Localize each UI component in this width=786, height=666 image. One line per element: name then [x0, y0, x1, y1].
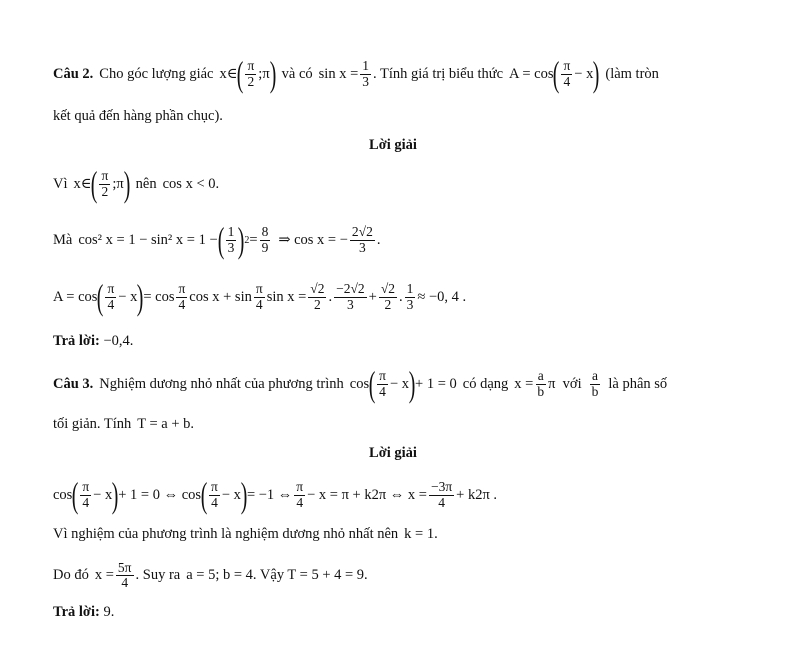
s3-equiv-2: = −1 ⇔	[246, 486, 293, 503]
q2-x: x	[219, 65, 227, 82]
frac-a-b: $\frac{a}{b}$	[537, 368, 545, 399]
s2-line-2	[53, 222, 380, 258]
approx-result: ≈ −0, 4 .	[417, 288, 467, 305]
right-paren: )	[111, 475, 119, 515]
left-paren: (	[91, 164, 98, 204]
s2-answer	[53, 333, 133, 350]
k-eq: k = 1	[404, 526, 435, 542]
q2-intro: Cho góc lượng giác	[99, 65, 214, 82]
answer-label: Trả lời:	[53, 333, 100, 349]
left-paren: (	[97, 277, 104, 317]
frac-neg2sqrt2-3: $\frac{-2√2}{3}$	[336, 281, 365, 312]
q3-line-2	[53, 416, 194, 433]
q3-label: Câu 3.	[53, 375, 94, 392]
right-paren: )	[240, 475, 248, 515]
frac-pi-4: $\frac{\pi}{4}$	[379, 368, 386, 399]
sinx-eq: sin x =	[266, 288, 307, 305]
period: .	[376, 231, 381, 248]
period: .	[434, 526, 438, 542]
frac-1-3: $\frac{1}{3}$	[227, 224, 235, 255]
x-eq: x =	[514, 375, 534, 392]
q3-line-1	[53, 366, 667, 402]
s2-cos-neg: cos x < 0	[162, 175, 216, 192]
right-paren: )	[269, 54, 276, 94]
left-paren: (	[72, 475, 79, 515]
T-result: . Vậy T = 5 + 4 = 9.	[252, 567, 368, 584]
pi: π	[262, 65, 270, 82]
frac-pi-4: $\frac{\pi}{4}$	[255, 281, 263, 312]
s3-do-do: Do đó	[53, 567, 89, 584]
s3-line-3	[53, 561, 368, 590]
frac-neg3pi-4: $\frac{-3\pi}{4}$	[430, 479, 453, 510]
frac-pi-4: $\frac{\pi}{4}$	[296, 479, 304, 510]
T-expr: T = a + b	[137, 416, 191, 432]
eq-cos: = cos	[143, 288, 175, 305]
minus-x: − x	[574, 65, 594, 82]
frac-sqrt2-2: $\frac{√2}{2}$	[380, 281, 395, 312]
solution-heading-2: Lời giải	[369, 445, 417, 461]
s3-line-1	[53, 477, 497, 513]
frac-pi-2: $\frac{\pi}{2}$	[247, 58, 255, 89]
x: x	[73, 175, 81, 192]
q3-frac-note: là phân số	[608, 375, 668, 392]
minus-x: − x	[118, 288, 138, 305]
period: .	[190, 416, 195, 432]
q3-form: có dạng	[462, 375, 509, 392]
q2-label: Câu 2.	[53, 65, 94, 82]
semicolon: ;	[258, 65, 263, 82]
solution-heading-1: Lời giải	[369, 137, 417, 153]
left-paren: (	[553, 54, 560, 94]
s3-reason: Vì nghiệm của phương trình là nghiệm dương nhỏ nhất nên	[53, 526, 399, 542]
frac-sqrt2-2: $\frac{√2}{2}$	[310, 281, 325, 312]
frac-a-b: $\frac{a}{b}$	[591, 368, 599, 399]
square-sup: 2	[244, 234, 250, 246]
left-paren: (	[237, 54, 244, 94]
q3-line2: tối giản. Tính	[53, 416, 132, 432]
frac-5pi-4: $\frac{5\pi}{4}$	[117, 560, 132, 591]
s2-ma: Mà	[53, 231, 73, 248]
q2-round-2: kết quả đến hàng phần chục).	[53, 108, 223, 124]
plus: +	[368, 288, 377, 305]
frac-2sqrt2-3: $\frac{2√2}{3}$	[351, 224, 373, 255]
cos: cos	[349, 375, 370, 392]
s3-k2pi: + k2π .	[456, 486, 498, 503]
pi: π	[116, 175, 124, 192]
q2-line-2	[53, 108, 223, 125]
right-paren: )	[408, 364, 416, 404]
frac-pi-4: $\frac{\pi}{4}$	[211, 479, 218, 510]
right-paren: )	[137, 277, 144, 317]
s3-line-2	[53, 526, 438, 543]
period: .	[215, 175, 220, 192]
frac-1-3: $\frac{1}{3}$	[362, 58, 370, 89]
semicolon: ;	[112, 175, 117, 192]
s2-vi: Vì	[53, 175, 68, 192]
left-paren: (	[368, 364, 376, 404]
q2-task: . Tính giá trị biểu thức	[373, 65, 504, 82]
q2-sin: sin x =	[318, 65, 359, 82]
frac-pi-4: $\frac{\pi}{4}$	[82, 479, 90, 510]
s3-equiv-1: + 1 = 0 ⇔ cos	[118, 486, 202, 503]
q2-A: A = cos	[509, 65, 554, 82]
frac-pi-4: $\frac{\pi}{4}$	[178, 281, 186, 312]
q2-and: và có	[281, 65, 313, 82]
s2-implies: ⇒ cos x = −	[278, 231, 348, 248]
in: ∈	[80, 175, 92, 192]
s2-nen: nên	[135, 175, 157, 192]
frac-pi-4: $\frac{\pi}{4}$	[107, 281, 115, 312]
q2-line-1	[53, 56, 659, 92]
right-paren: )	[123, 164, 130, 204]
q2-round: (làm tròn	[605, 65, 659, 82]
x-eq: x =	[94, 567, 114, 584]
answer-label: Trả lời:	[53, 604, 100, 620]
s2-A: A = cos	[53, 288, 98, 305]
plus-one-eq-zero: + 1 = 0	[415, 375, 457, 392]
answer-value: −0,4.	[99, 333, 134, 349]
minus-x: − x	[221, 486, 241, 503]
cosx-plus-sin: cos x + sin	[189, 288, 252, 305]
minus-x: − x	[389, 375, 410, 392]
cos: cos	[53, 486, 73, 503]
equals: =	[249, 231, 258, 248]
frac-8-9: $\frac{8}{9}$	[261, 224, 269, 255]
q2-in: ∈	[226, 65, 238, 82]
minus-x: − x	[93, 486, 113, 503]
right-paren: )	[238, 220, 245, 260]
ab-values: a = 5; b = 4	[186, 567, 253, 584]
s2-line-3: A = cos ( $\frac{\pi}{4}$ − x ) = cos $\frac{\pi}{4}$ cos x + sin $\frac{\pi}{4}$ sin x = $\frac{√2}{2}$ . $\frac{-2√2}{3}$ + $\frac{√2}{2}$ . $\frac{1}{3}$ ≈ −0, 4 .	[53, 277, 467, 317]
s3-equiv-3: − x = π + k2π ⇔ x =	[307, 486, 427, 503]
frac-pi-4: $\frac{\pi}{4}$	[563, 58, 571, 89]
right-paren: )	[593, 54, 600, 94]
frac-pi-2: $\frac{\pi}{2}$	[101, 168, 109, 199]
left-paren: (	[200, 475, 208, 515]
q3-intro: Nghiệm dương nhỏ nhất của phương trình	[99, 375, 344, 392]
pi-with: π với	[548, 375, 582, 392]
s3-answer	[53, 604, 114, 621]
answer-value: 9.	[99, 604, 115, 620]
left-paren: (	[217, 220, 224, 260]
frac-1-3: $\frac{1}{3}$	[406, 281, 414, 312]
s3-suy-ra: . Suy ra	[135, 567, 181, 584]
s2-line-1	[53, 166, 219, 202]
s2-identity: cos² x = 1 − sin² x = 1 −	[78, 231, 218, 248]
